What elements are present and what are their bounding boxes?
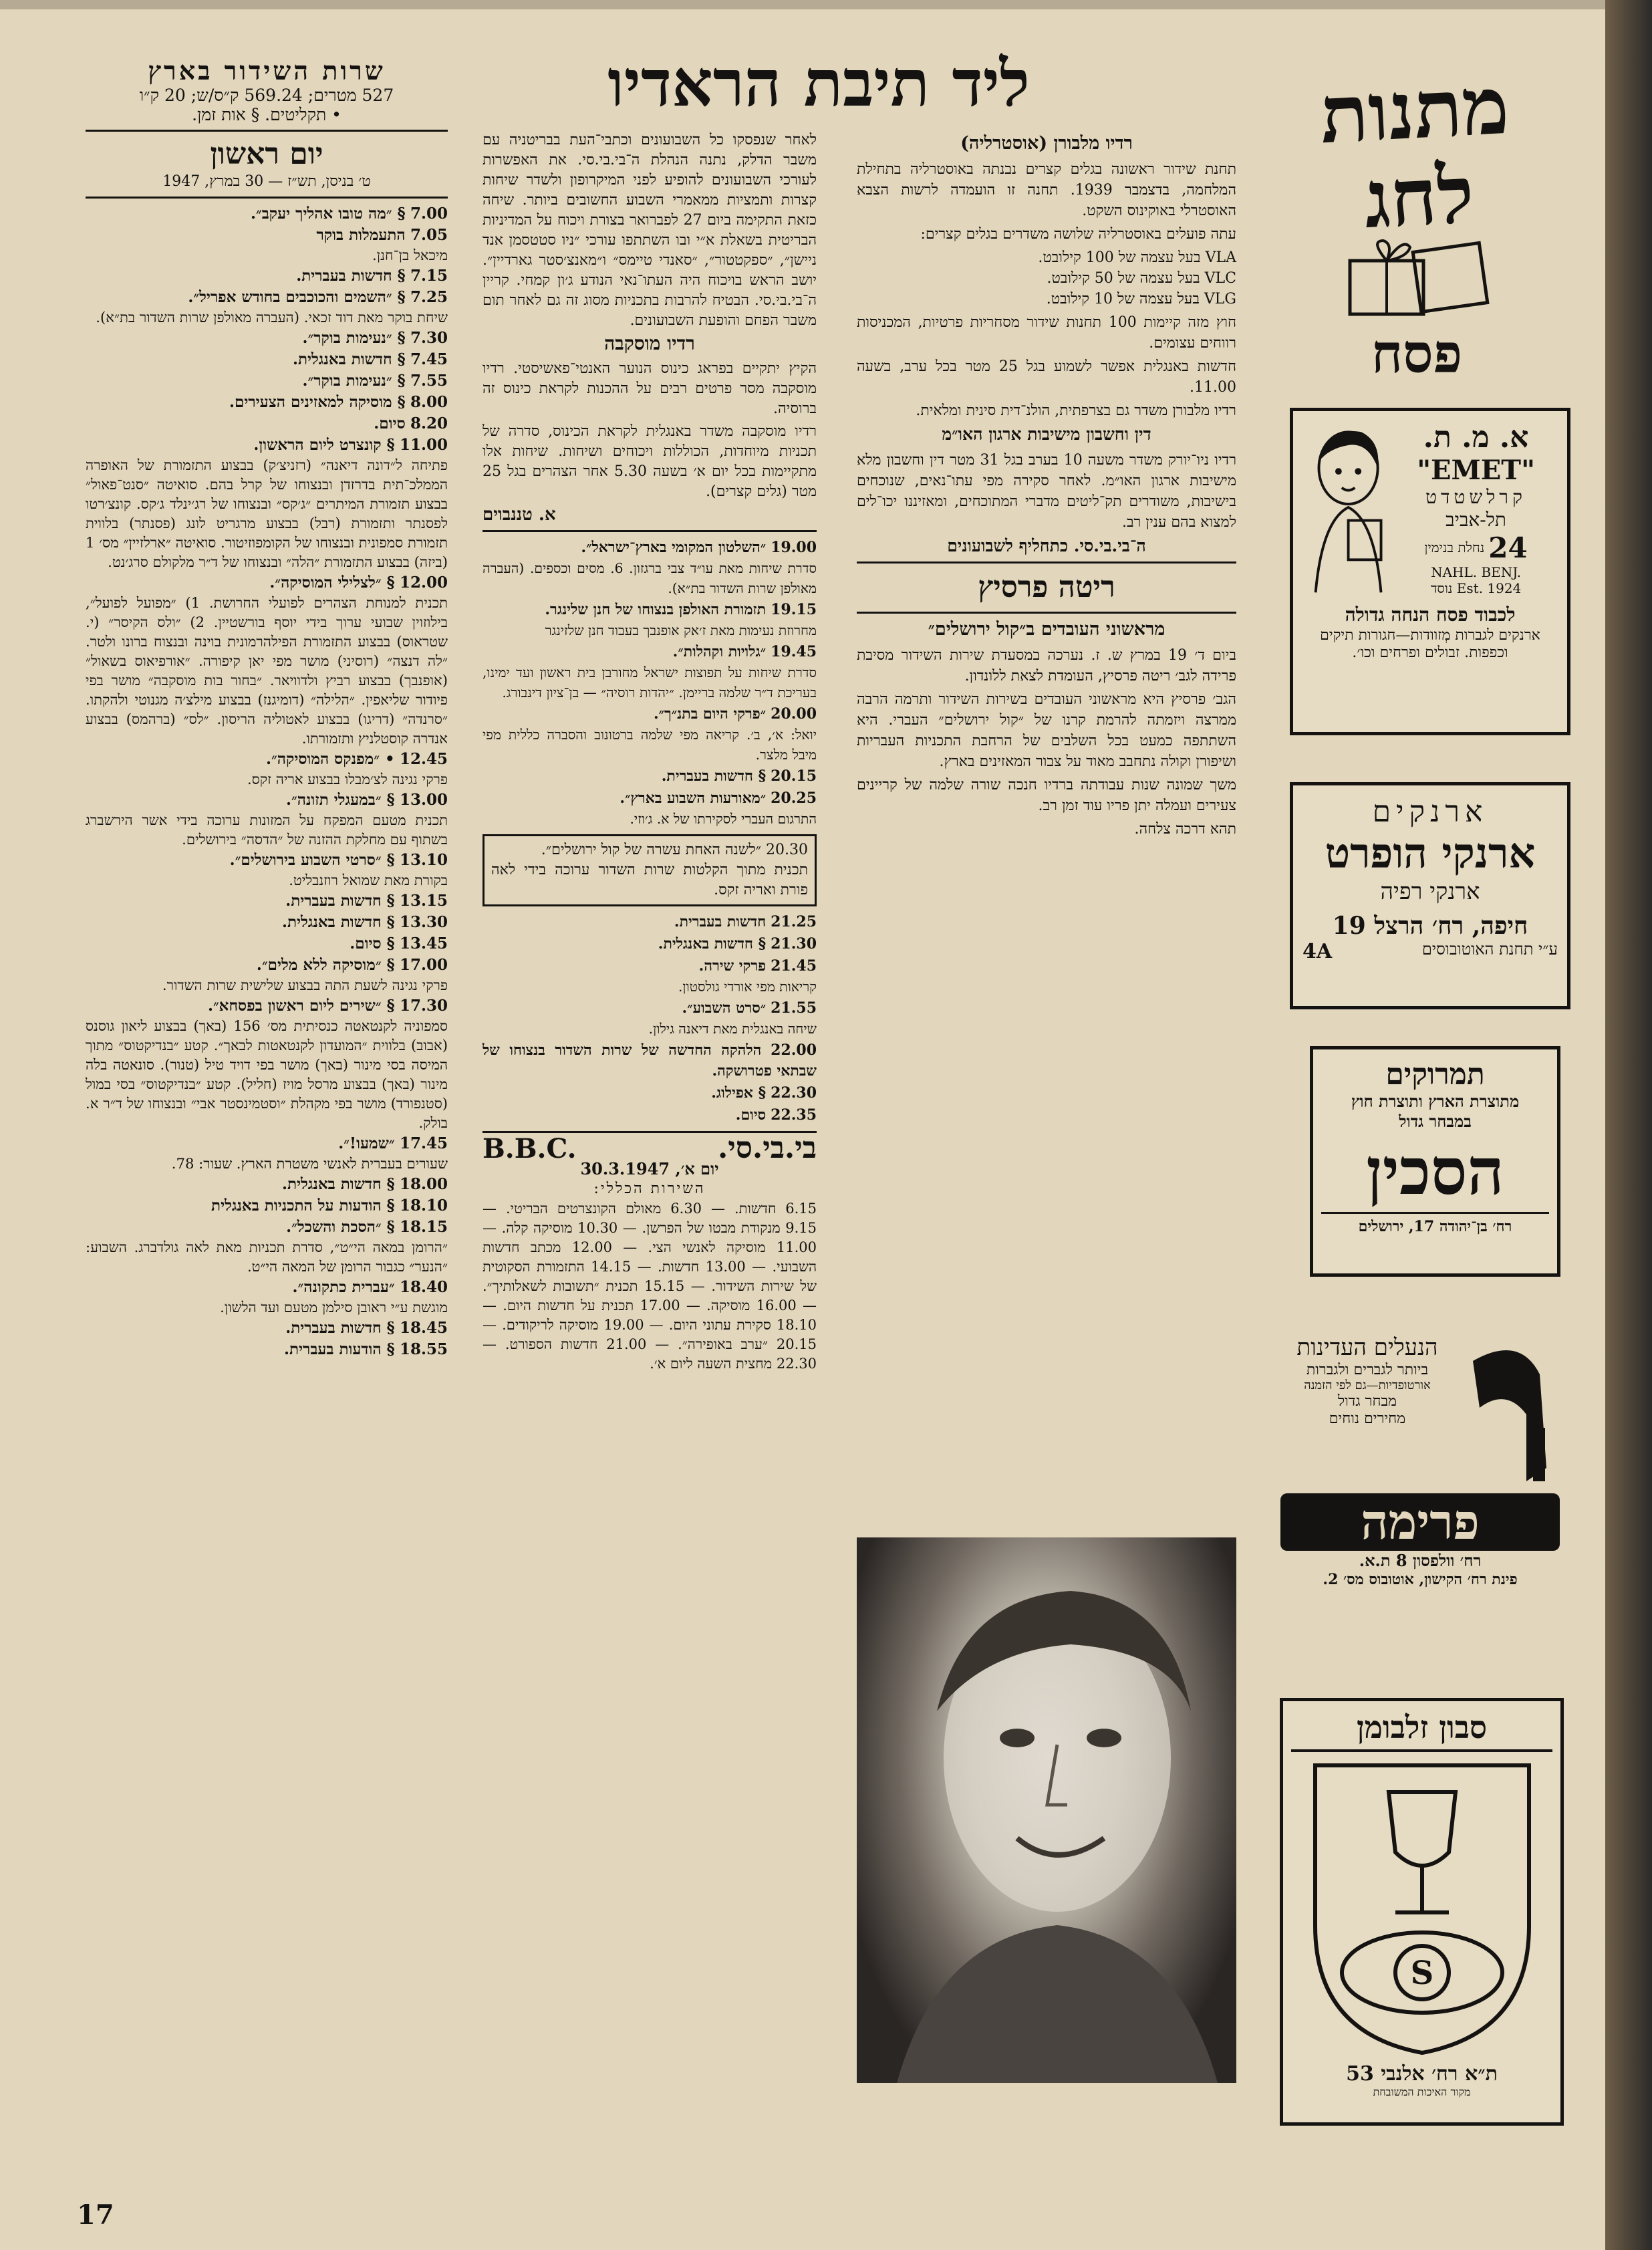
program-time: 18.45 [399, 1319, 448, 1337]
soap-small: מקור האיכות המשובחת [1373, 2086, 1471, 2098]
ad-holiday-gifts [1273, 58, 1560, 385]
schedule-column [86, 56, 448, 1361]
emet-address: נחלת בנימין [1424, 539, 1485, 555]
program-time: 18.00 [399, 1175, 448, 1193]
program-title: • ״מפנקס המוסיקה״. [266, 750, 395, 768]
hasakin-sub1: מתוצרת הארץ ותוצרת חוץ [1351, 1092, 1520, 1111]
bbc-service: השירות הכללי: [593, 1180, 706, 1197]
soap-name: סבון זלבומן [1291, 1709, 1552, 1752]
program-description: תכנית למנוחת הצהרים לפועלי החרושת. 1) ״מפועל לפועל״, בילוזוין שבועי ערוך בידי יוסף בורשטיין. 2) ״ולס הקיסר״ (י. שטראוס) בבצוע התזמורת הפילהרמונית בוינה ובנצוח ברונו ולטר. ״לה דנצה״ (רוסיני) מושר מפי יאן קיפורה. ״אורפיאוס בשאול״ (אופנבך) בבצוע רביץ ולדוויאר. ״בחור בות מוסקבה״ מושר בפי פיודור שליאפין. ״הלילה״ (דומיגנז) בבצוע מילצ׳ה מגנוטי ולהקתו. ״סרנדה״ (דריגו) בבצוע לאטוליה הריסון. ״לס״ (ברהמס) בבצוע אנדרה קוסטלניץ ותזמורתו. [86, 594, 448, 747]
program-description: שיחת בוקר מאת דוד זכאי. (העברה מאולפן שרות השדור בת״א). [96, 309, 448, 326]
program-entry [86, 225, 448, 265]
rita-portrait-photo [857, 1537, 1236, 2083]
radio-bbc-weeklies-paragraph: לאחר שנפסקו כל השבועונים וכתבי־העת בבריטניה עם משבר הדלק, נתנה הנהלת ה־בי.בי.סי. את האפשרות לעורכי השבועונים להופיע לפני המיקרופון ולשדר שיחות קצרות ותמציות ממאמרי השבוע החשובים ביותר. שיחה כזאת התקימה ביום 27 לפברואר בצורת ויכוח על המדיניות הבריטית בשאלת א״י ובו השתתפו עורכי ״ניו סטטסמן אנד ניישן״, ״ספקטטור״, ״סאנדי טיימס״ ו״מאנצ׳סטר גארדיין״. יושב הראש בויכוח היה העתו־נאי הנודע ג׳ון קמחי. קריין ה־בי.בי.סי. הבטיח להרבות בתכניות מסוג זה גם לאחר תום משבר הפחם והופעת השבועונים. [483, 132, 817, 329]
prima-line2: ביותר לגברים ולגברות [1306, 1362, 1429, 1378]
emet-address-number: 24 [1488, 531, 1528, 564]
program-time: 17.00 [399, 956, 448, 974]
program-entry [483, 1105, 817, 1126]
rita-rule-2 [857, 612, 1236, 614]
program-time: 18.55 [399, 1340, 448, 1358]
moscow-paragraph: הקיץ יתקיים בפראג כינוס הנוער האנטי־פאשיסטי. רדיו מוסקבה מסר פרטים רבים על ההכנות לקראת כינוס זה ברוסיה. [483, 360, 817, 417]
radio-column-left [483, 130, 817, 1376]
program-time: 19.15 [771, 601, 817, 618]
hasakin-title: תמרוקים [1385, 1057, 1485, 1092]
program-title: § קונצרט ליום הראשון. [253, 436, 395, 454]
melbourne-paragraph: חדשות באנגלית אפשר לשמוע בגל 25 מטר בכל ערב, בשעה 11.00. [857, 358, 1237, 396]
program-time: 7.45 [410, 350, 448, 368]
program-entry [483, 788, 817, 829]
radio-column-right [857, 130, 1236, 842]
program-time: 20.00 [771, 705, 817, 723]
program-description: סמפוניה לקנטאטה כנסיתית מס׳ 156 (באך) בבצוע ליאון גוסנס (אבוב) בלווית ״המועדון לקנטאטות לבאך״. קטע ״בנדיקטוס״ מתוך המיסה בסי מינור (באך) מושר בפי דויד טיל (טנור). סונאטה בלה מינור (באך) בבצוע מרסל מויז (חליל). קטע ״בנדיקטוס״ בסי במול (סטנפורד) מושר בפי מקהלת ״וסטמינסטר אבי״ ובנצוחו של ד״ר א. בולק. [86, 1017, 448, 1131]
program-title: ״עברית כתקונה״. [292, 1278, 395, 1296]
emet-address-english: NAHL. BENJ. [1431, 564, 1522, 580]
program-time: 21.30 [771, 935, 817, 953]
program-description: יואל: א׳, ב׳. קריאה מפי שלמה ברטונוב והסברה כללית מפי מיבל מלצר. [483, 727, 817, 763]
program-time: 22.30 [771, 1084, 817, 1102]
program-entry [86, 1318, 448, 1338]
program-description: פרקי נגינה לשעת התה בבצוע שלישית שרות השדור. [162, 977, 448, 993]
prima-line3: אורטופדיות—גם לפי הזמנה [1304, 1378, 1431, 1392]
radio-program-list-late [483, 912, 817, 1126]
page-number: 17 [77, 2199, 114, 2231]
program-time: 17.30 [399, 997, 448, 1015]
prima-line4: מבחר גדול [1337, 1393, 1397, 1410]
program-time: 18.40 [399, 1278, 448, 1296]
schedule-day: יום ראשון [210, 137, 323, 171]
program-title: § חדשות באנגלית. [658, 935, 767, 953]
rita-paragraph: ביום ד׳ 19 במרץ ש. ז. נערכה במסעדת שירות השידור מסיבת פרידה לגב׳ ריטה פרסיץ, העומדת לצאת ללונדון. [857, 647, 1236, 684]
program-entry [86, 996, 448, 1132]
schedule-header: שרות השידור בארץ [148, 55, 386, 86]
boxed-program-desc: תכנית מתוך הקלטות שרות השדור ערוכה בידי לאה פורת ואריה זקס. [491, 862, 808, 898]
portrait-icon [857, 1537, 1236, 2083]
program-entry [86, 1340, 448, 1360]
program-description: מיכאל בן־חנן. [372, 247, 448, 263]
moscow-paragraph: רדיו מוסקבה משדר באנגלית לקראת הכינוס, סדרה של תכניות מיוחדות, הכוללות ויכוחים ושיחות. שיחות אלו מתקיימות בכל יום א׳ בשעה 5.30 אחר הצהרים בגל 25 מטר (גלים קצרים). [483, 423, 817, 500]
emet-name-english: "EMET" [1417, 455, 1535, 486]
program-time: 21.45 [771, 957, 817, 975]
program-title: § חדשות בעברית. [285, 892, 395, 910]
program-time: 12.45 [399, 750, 448, 768]
page-top-edge [0, 0, 1617, 9]
program-entry [86, 912, 448, 932]
program-title: ״שמעו!״. [338, 1134, 395, 1152]
program-title: § ״במעגלי תזונה״. [285, 791, 395, 809]
program-title: § הודעות בעברית. [283, 1340, 395, 1358]
prima-address: רח׳ וולפסון 8 ת.א. [1359, 1551, 1482, 1570]
program-entry [86, 371, 448, 391]
program-description: תכנית מטעם המפקח על המזונות ערוכה בידי אשר הירשברג בשתוף עם מחלקת ההזנה של ״הדסה״ בירושלים. [86, 811, 448, 848]
program-description: בקורת מאת שמואל רוזנבליט. [289, 872, 448, 888]
program-entry [86, 1196, 448, 1216]
prima-line5: מחירים נוחים [1329, 1410, 1406, 1427]
program-title: חדשות בעברית. [674, 913, 767, 930]
program-entry [86, 266, 448, 286]
program-title: § ״השמים והכוכבים בחודש אפריל״. [188, 288, 406, 306]
program-title: § חדשות באנגלית. [281, 913, 395, 931]
hoffert-address: חיפה, רח׳ הרצל 19 [1332, 912, 1528, 940]
rita-heading: ריטה פרסיץ [978, 570, 1115, 604]
program-entry [483, 537, 817, 598]
program-time: 19.45 [771, 643, 817, 660]
radio-title: ליד תיבת הראדיו [607, 45, 1030, 121]
schedule-legend: • תקליטים. § אות זמן. [192, 105, 341, 124]
program-title: § ״שירים ליום ראשון בפסחא״. [207, 997, 395, 1015]
prima-line1: הנעלים העדינות [1296, 1334, 1438, 1361]
program-title: סיום. [374, 414, 406, 432]
svg-text:S: S [1410, 1955, 1433, 1992]
program-time: 17.45 [399, 1134, 448, 1152]
schedule-date: ט׳ בניסן, תש״ז — 30 במרץ, 1947 [162, 173, 371, 190]
un-heading: דין וחשבון מישיבות ארגון האו״מ [942, 424, 1151, 444]
program-description: פרקי נגינה לצ׳מבלו בבצוע אריה זקס. [247, 771, 448, 787]
program-entry [483, 956, 817, 997]
station-item: VLG בעל עצמה של 10 קילובט. [1046, 291, 1236, 307]
program-time: 7.55 [410, 372, 448, 390]
program-description: שיחה באנגלית מאת דיאנה גילון. [648, 1021, 817, 1037]
hoffert-address-number: 4A [1302, 940, 1333, 963]
program-time: 18.10 [399, 1197, 448, 1215]
hasakin-name: הסכין [1366, 1134, 1504, 1209]
melbourne-paragraph: חוץ מזה קיימות 100 תחנות שידור מסחריות פרטיות, המכניסות רווחים עצומים. [857, 314, 1236, 352]
program-title: ״השלטון המקומי בארץ־ישראל״. [581, 539, 767, 556]
melbourne-paragraph: עתה פועלים באוסטרליה שלושה משדרים בגלים קצרים: [920, 226, 1236, 243]
program-entry [86, 204, 448, 224]
program-entry [86, 955, 448, 995]
program-time: 12.00 [399, 574, 448, 592]
program-entry [483, 912, 817, 932]
rita-paragraph: משך שמונה שנות עבודתה ברדיו חנכה שורה שלמה של קריינים צעירים ועמלה יתן פריו עוד זמן רב. [857, 777, 1236, 814]
boxed-program-time: 20.30 [766, 842, 808, 858]
emet-items: ארנקים לגברות מְזוודות—חגורות תיקים וכפפות. זבולים ופרחים וכו׳. [1320, 627, 1540, 661]
program-entry [86, 328, 448, 348]
moscow-signature: א. טננבוים [483, 505, 556, 525]
ad-gifts-subtitle: פסח [1371, 322, 1463, 385]
program-time: 13.00 [399, 791, 448, 809]
boxed-program-title: ״לשנה האחת עשרה של קול ירושלים״. [541, 842, 762, 858]
program-entry [86, 350, 448, 370]
program-time: 13.15 [399, 892, 448, 910]
un-paragraph: רדיו ניו־יורק משדר משעה 10 בערב בגל 31 מטר דין וחשבון מלא מישיבות ארגון האו״מ. לאחר סקירה מפי עתו־נאים, שנוכחים בישיבות, משודרים תק־ליטים מדברי המתוכחים, ומאזיננו יכו־לים למצוא בהם ענין רב. [857, 452, 1236, 531]
program-description: קריאות מפי אורדי גולסטון. [678, 979, 817, 995]
melbourne-paragraph: תחנת שידור ראשונה בגלים קצרים נבנתה באוסטרליה בתחילת המלחמה, בדצמבר 1939. תחנה זו הועמדה לרשות הצבא האוסטרלי באוקינוס השקט. [857, 161, 1236, 219]
program-time: 13.45 [399, 934, 448, 953]
station-item: VLC בעל עצמה של 50 קילובט. [1047, 270, 1236, 287]
hoffert-name: ארנקי הופרט [1325, 829, 1536, 878]
radio-program-list [483, 537, 817, 829]
program-time: 8.20 [410, 414, 448, 432]
program-title: § אפילוג. [711, 1084, 767, 1102]
program-title: ״מאורעות השבוע בארץ״. [620, 789, 767, 807]
bbc-text: 6.15 חדשות. — 6.30 מאולם הקונצרטים הבריטי. — 9.15 מנקודת מבטו של הפרשן. — 10.30 מוסיקה קלה. — 11.00 מוסיקה לאנשי הצי. — 12.00 מכתב חדשות השבועי. — 13.00 חדשות. — 14.15 התזמורת הסקוטית של שירות השידור. — 15.15 תכנית ״תשובות לשאלותיך״. — 16.00 מוסיקה. — 17.00 תכנית על חדשות היום. — 18.10 סקירת עתוני היום. — 19.00 מוסיקה לריקודים. — 20.15 ״ערב באופירה״. — 21.00 חדשות הספורט. — 22.30 מחצית השעה ליום א׳. [483, 1201, 817, 1372]
program-entry [86, 850, 448, 890]
program-entry [86, 573, 448, 748]
program-entry [483, 600, 817, 640]
binding-gutter [1605, 0, 1652, 2250]
program-entry [86, 1134, 448, 1173]
ad-emet [1290, 408, 1570, 735]
program-time: 7.00 [410, 205, 448, 223]
program-title: ״גלויות וקהלות״. [672, 643, 767, 660]
schedule-frequency: 527 מטרים; 569.24 ק״ס/ש; 20 ק״ו [139, 86, 394, 105]
program-title: פרקי שירה. [698, 957, 767, 975]
program-entry [86, 1277, 448, 1317]
program-title: הלהקה החדשה של שרות השדור בנצוחו של שבתאי פטרושקה. [483, 1041, 817, 1080]
hoffert-bus: ע״י תחנת האוטובוסים [1421, 940, 1558, 959]
program-entry [86, 287, 448, 327]
station-item: VLA בעל עצמה של 100 קילובט. [1038, 249, 1236, 266]
prima-name: פרימה [1280, 1493, 1560, 1551]
shoe-icon [1460, 1334, 1560, 1488]
boxed-program [483, 834, 817, 906]
program-title: § חדשות בעברית. [296, 267, 406, 285]
program-entry [86, 392, 448, 412]
emet-established: Est. 1924 נוסד [1430, 580, 1522, 596]
program-description: סדרת שיחות על תפוצות ישראל מחורבן בית ראשון ועד ימינו, בעריכת ד״ר שלמה בריימן. ״יהדות רוסיה״ — בן־ציון דינבורג. [483, 664, 817, 701]
radio-rule [483, 530, 817, 532]
program-title: § חדשות באנגלית. [281, 1175, 395, 1193]
schedule-list [86, 204, 448, 1360]
program-entry [483, 766, 817, 787]
program-time: 19.00 [771, 539, 817, 556]
program-entry [86, 1174, 448, 1195]
schedule-rule [86, 130, 448, 132]
ad-zalbuman-soap [1280, 1698, 1564, 2126]
ad-hoffert [1290, 782, 1570, 1009]
program-title: § ״נעימות בוקר״. [302, 372, 406, 390]
hasakin-sub2: במבחר גדול [1399, 1112, 1472, 1131]
program-title: § הודעות על התכניות באנגלית [211, 1197, 395, 1215]
program-title: § ״הסכת והשכל״. [286, 1218, 395, 1236]
emet-type: קרלשטדט [1425, 486, 1527, 508]
program-title: תזמורת האולפן בנצוחו של חנן שלינגר. [545, 601, 767, 618]
program-entry [86, 891, 448, 911]
emet-sale: לכבוד פסח הנחה גדולה [1345, 604, 1516, 626]
program-entry [483, 1040, 817, 1082]
program-title: § ״מה טובו אהליך יעקב״. [250, 205, 406, 223]
program-title: ״פרקי היום בתנ״ך״. [653, 705, 767, 723]
program-description: ״הרומן במאה הי״ט״, סדרת תכניות מאת לאה גולדברג. השבוע: ״הנער״ כגבור הרומן של המאה הי״ט. [86, 1239, 448, 1275]
program-time: 13.30 [399, 913, 448, 931]
program-time: 7.30 [410, 329, 448, 347]
rita-paragraph: תהא דרכה צלחה. [1134, 821, 1236, 838]
program-entry [86, 435, 448, 572]
program-entry [86, 1217, 448, 1276]
program-time: 7.25 [410, 288, 448, 306]
program-time: 21.25 [771, 913, 817, 930]
program-title: התעמלות בוקר [316, 226, 406, 244]
woman-illustration-icon [1302, 420, 1394, 594]
ad-hasakin [1310, 1046, 1560, 1277]
program-title: § חדשות בעברית. [285, 1319, 395, 1337]
program-title: § ״מוסיקה ללא מלים״. [256, 956, 395, 974]
program-description: שעורים בעברית לאנשי משטרת הארץ. שעור: 78. [171, 1155, 448, 1172]
program-description: סדרת שיחות מאת עו״ד צבי ברגזון. 6. מסים וכספים. (העברה מאולפן שרות השדור בת״א). [483, 560, 817, 596]
program-description: התרגום העברי לסקירתו של א. ג׳וזי. [630, 811, 817, 827]
program-title: ״סרט השבוע״. [682, 999, 767, 1017]
program-entry [483, 934, 817, 955]
hoffert-sub: ארנקי רפיה [1380, 878, 1480, 905]
prima-address-2: פינת רח׳ הקישון, אוטובוס מס׳ 2. [1323, 1571, 1518, 1588]
program-title: § ״נעימות בוקר״. [302, 329, 406, 347]
program-entry [483, 1083, 817, 1104]
ad-gifts-title: מתנות לחג [1317, 58, 1512, 247]
program-description: מוגשת ע״י ראובן סילמן מטעם ועד הלשון. [220, 1299, 448, 1316]
program-time: 11.00 [399, 436, 448, 454]
program-time: 22.00 [771, 1041, 817, 1059]
program-time: 8.00 [410, 393, 448, 411]
ad-prima-shoes [1276, 1330, 1564, 1638]
schedule-rule-2 [86, 197, 448, 199]
program-title: § ״לצלילי המוסיקה״. [269, 574, 395, 592]
melbourne-heading: רדיו מלבורן (אוסטרליה) [960, 133, 1133, 154]
program-title: § ״סרטי השבוע בירושלים״. [229, 851, 395, 869]
program-title: § חדשות בעברית. [661, 767, 767, 785]
program-entry [483, 998, 817, 1039]
program-time: 21.55 [771, 999, 817, 1017]
program-time: 7.05 [410, 226, 448, 244]
program-time: 22.35 [771, 1106, 817, 1124]
program-description: מחרוזת נעימות מאת ז׳אק אופנבך בעבוד חנן שלזינגר [545, 622, 817, 638]
bbc-title-english: B.B.C. [483, 1133, 577, 1164]
bbc-substitute-heading: ה־בי.בי.סי. כתחליף לשבועונים [947, 536, 1146, 555]
program-entry [86, 414, 448, 434]
program-entry [483, 704, 817, 765]
moscow-heading: רדיו מוסקבה [604, 332, 695, 354]
program-entry [86, 790, 448, 849]
rita-rule [857, 561, 1236, 564]
melbourne-paragraph: רדיו מלבורן משדר גם בצרפתית, הולנ־דית סינית ומלאית. [916, 402, 1236, 419]
soap-emblem-icon [1302, 1752, 1542, 2059]
program-entry [483, 642, 817, 703]
program-title: § סיום. [350, 934, 395, 953]
program-time: 20.25 [771, 789, 817, 807]
program-time: 18.15 [399, 1218, 448, 1236]
bbc-title-row [483, 1131, 817, 1165]
hasakin-address: רח׳ בן־יהודה 17, ירושלים [1321, 1212, 1549, 1235]
program-entry [86, 934, 448, 954]
emet-city: תל-אביב [1446, 509, 1506, 531]
bbc-date: יום א׳, 30.3.1947 [580, 1159, 719, 1178]
program-time: 13.10 [399, 851, 448, 869]
program-time: 20.15 [771, 767, 817, 785]
program-entry [86, 749, 448, 789]
program-title: § חדשות באנגלית. [292, 350, 406, 368]
program-time: 7.15 [410, 267, 448, 285]
soap-address: ת״א רח׳ אלנבי 53 [1346, 2062, 1498, 2086]
rita-subheading: מראשוני העובדים ב״קול ירושלים״ [928, 619, 1165, 640]
program-description: פתיחה ל״דונה דיאנה״ (רזניצ׳ק) בבצוע התזמורת של האופרה הממלכ־תית בדרזדן ובנצוחו של קרל בהם. סואיטה ״סנט־פאול״ בבצוע תזמורת המיתרים ״ג׳קס״ ובנצוחו של רג׳ינלד ג׳קס. קונצ׳רטו לפסנתר ותזמורת (רבל) בבצוע מרגריט לונג (פסנתר) בלווית תזמורת סמפונית ובנצוחו של הקומפוזיטור. סואיטה ״ארלזיין״ מס׳ 1 (ביזה) בבצוע התזמורת ״הלה״ ובנצוחו של ד״ר מלקולם סרג׳נט. [86, 457, 448, 570]
rita-paragraph: הגב׳ פרסיץ היא מראשוני העובדים בשירות השידור ותרמה הרבה ממרצה ויזמתה להרמת קרנו של ״קול ירושלים״ העברי. היא השתתפה כמעט בכל השלבים של הרחבת התכניות העבריות ושיפורן וקולה נתחבב מאוד על צבור המאזינים בארץ. [857, 691, 1236, 770]
hoffert-top: ארנקים [1372, 795, 1488, 829]
program-title: § מוסיקה למאזינים הצעירים. [229, 393, 406, 411]
emet-name-hebrew: א. מ. ת. [1423, 420, 1529, 455]
bbc-title-hebrew: בי.בי.סי. [717, 1131, 817, 1165]
program-title: סיום. [735, 1106, 767, 1124]
